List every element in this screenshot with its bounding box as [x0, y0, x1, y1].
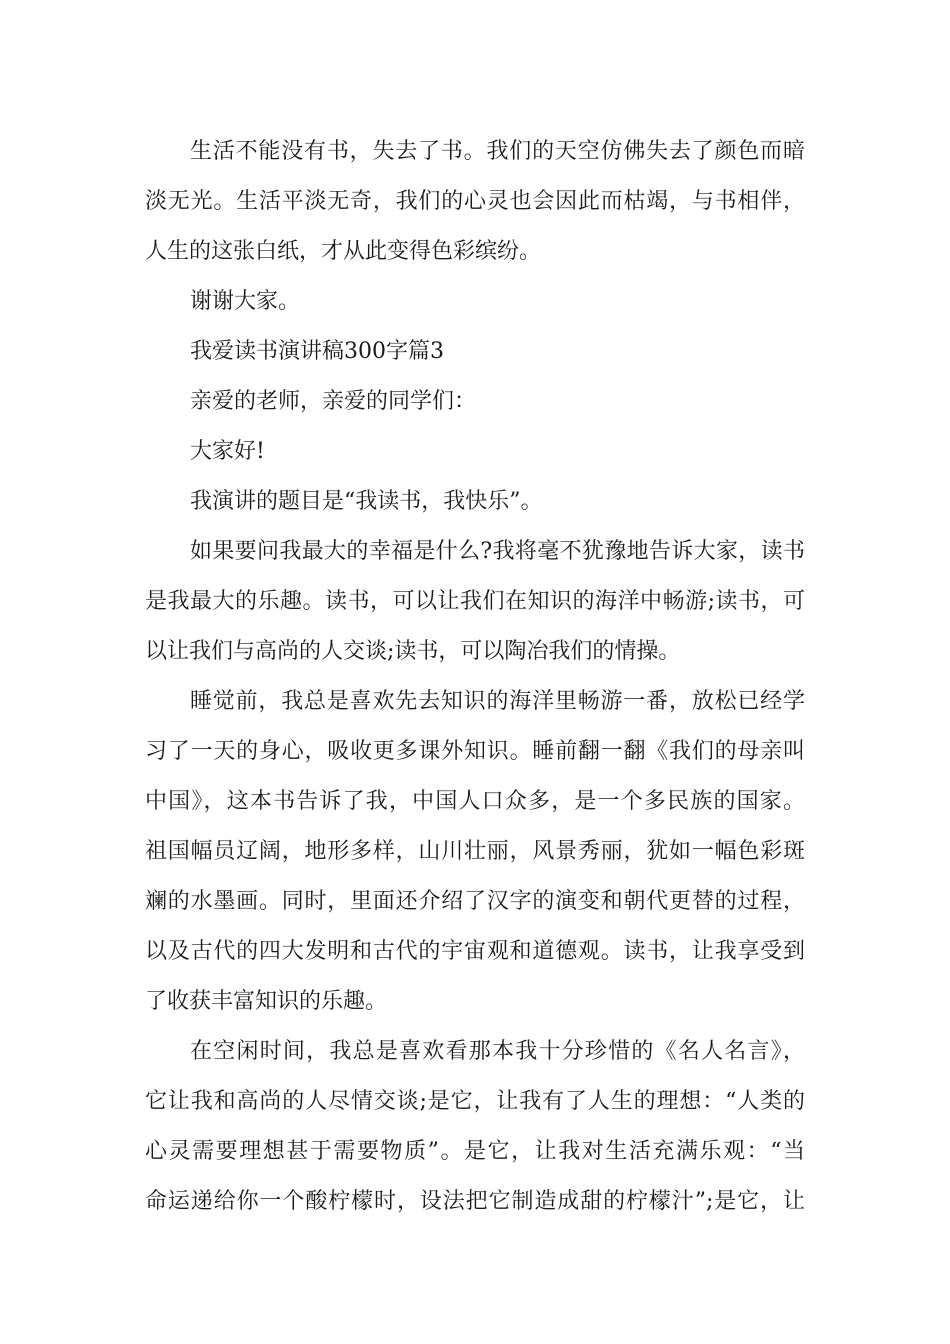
- text-line: 以及古代的四大发明和古代的宇宙观和道德观。读书，让我享受到: [145, 939, 805, 964]
- text-line: 人生的这张白纸，才从此变得色彩缤纷。: [145, 239, 542, 264]
- text-line: 它让我和高尚的人尽情交谈;是它，让我有了人生的理想：“人类的: [145, 1089, 805, 1114]
- text-line: 睡觉前，我总是喜欢先去知识的海洋里畅游一番，放松已经学: [190, 689, 805, 714]
- text-line: 淡无光。生活平淡无奇，我们的心灵也会因此而枯竭，与书相伴，: [145, 189, 805, 214]
- text-line: 祖国幅员辽阔，地形多样，山川壮丽，风景秀丽，犹如一幅色彩斑: [145, 839, 805, 864]
- salutation-line: 亲爱的老师，亲爱的同学们：: [190, 389, 477, 414]
- text-line: 中国》，这本书告诉了我，中国人口众多，是一个多民族的国家。: [145, 789, 805, 814]
- text-line: 习了一天的身心，吸收更多课外知识。睡前翻一翻《我们的母亲叫: [145, 739, 805, 764]
- text-line: 是我最大的乐趣。读书，可以让我们在知识的海洋中畅游;读书，可: [145, 589, 805, 614]
- text-line: 斓的水墨画。同时，里面还介绍了汉字的演变和朝代更替的过程，: [145, 889, 805, 914]
- text-line: 生活不能没有书，失去了书。我们的天空仿佛失去了颜色而暗: [190, 139, 805, 164]
- closing-line: 谢谢大家。: [190, 289, 301, 314]
- section-title: 我爱读书演讲稿300字篇3: [190, 339, 444, 364]
- text-line: 如果要问我最大的幸福是什么?我将毫不犹豫地告诉大家，读书: [190, 539, 805, 564]
- text-line: 心灵需要理想甚于需要物质”。是它，让我对生活充满乐观：“当: [145, 1139, 805, 1164]
- text-line: 在空闲时间，我总是喜欢看那本我十分珍惜的《名人名言》，: [190, 1039, 805, 1064]
- greeting-line: 大家好!: [190, 439, 265, 464]
- text-line: 了收获丰富知识的乐趣。: [145, 989, 388, 1014]
- topic-line: 我演讲的题目是“我读书，我快乐”。: [190, 489, 543, 514]
- text-line: 以让我们与高尚的人交谈;读书，可以陶冶我们的情操。: [145, 639, 681, 664]
- text-line: 命运递给你一个酸柠檬时，设法把它制造成甜的柠檬汁”;是它，让: [145, 1189, 805, 1214]
